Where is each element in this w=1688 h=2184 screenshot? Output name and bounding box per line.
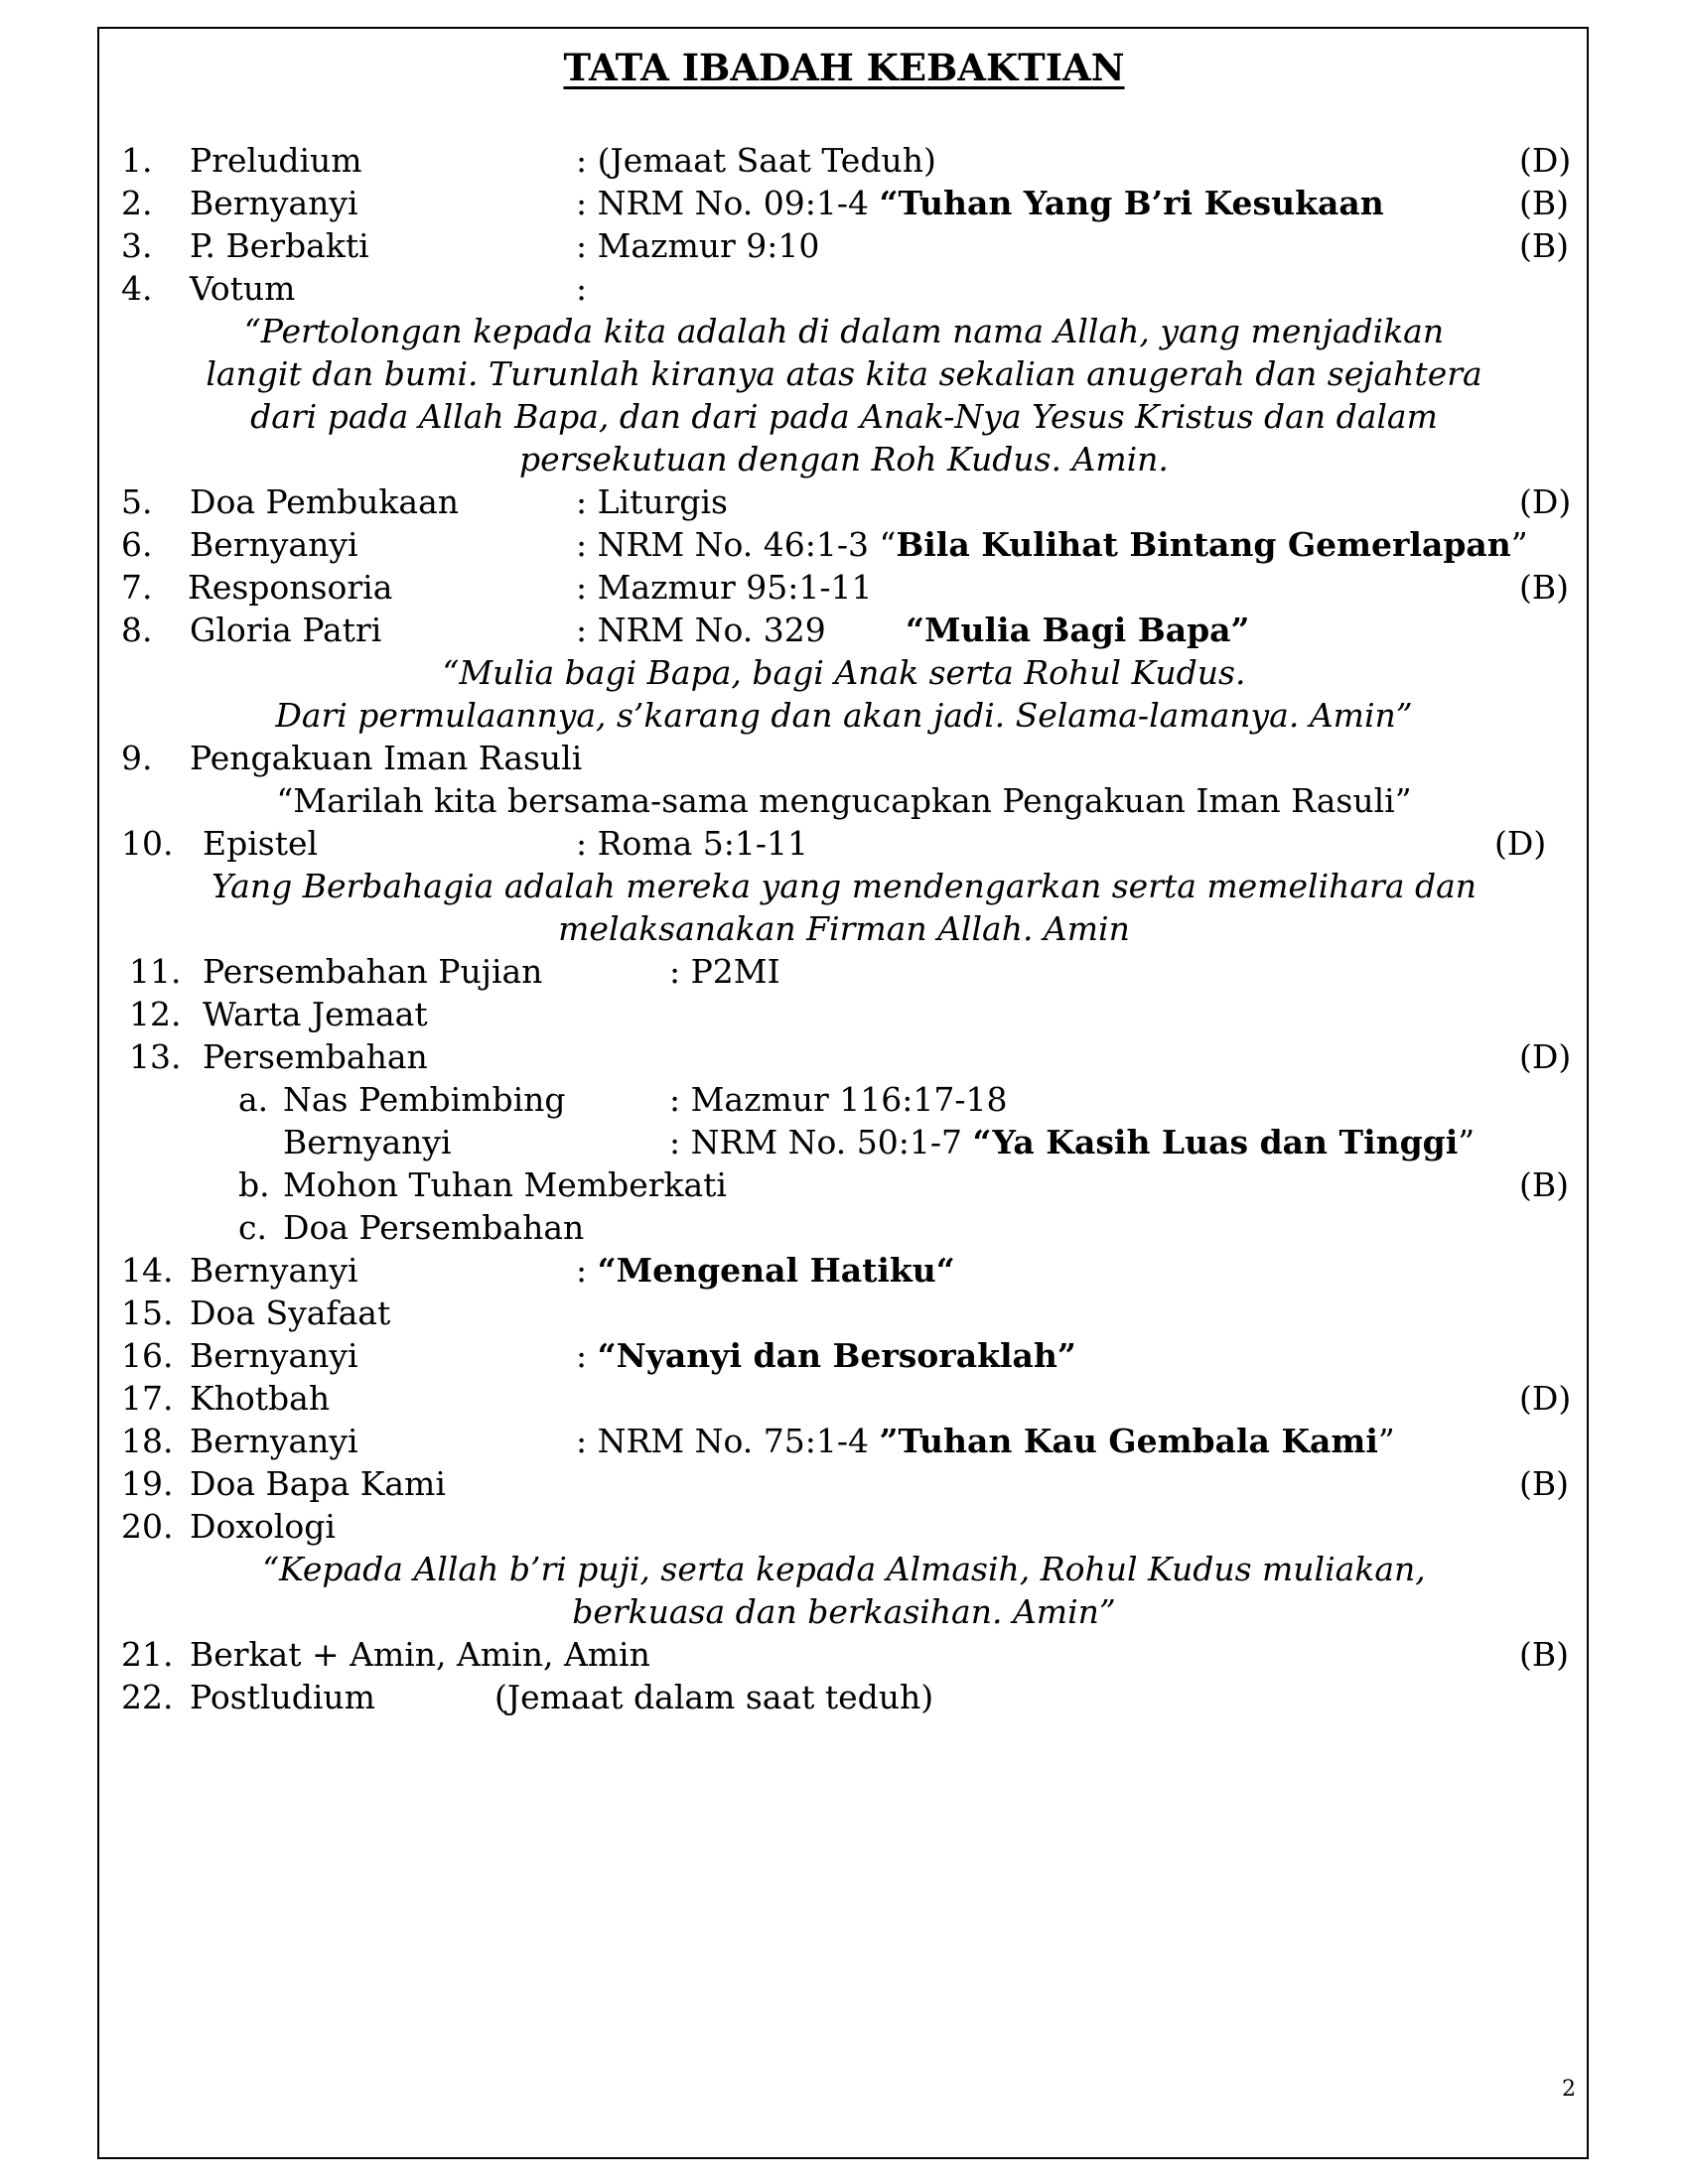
item-number: 8. <box>121 611 153 649</box>
item-label: Berkat + Amin, Amin, Amin <box>190 1635 650 1674</box>
list-item <box>0 1633 1688 1676</box>
item-label: Bernyanyi <box>283 1123 452 1161</box>
gloria-patri-text: Dari permulaannya, s’karang dan akan jadi. Selama-lamanya. Amin” <box>275 696 1413 735</box>
item-number: 17. <box>121 1379 174 1418</box>
item-value <box>576 224 819 267</box>
item-value <box>669 1121 1475 1163</box>
item-value-text: : Mazmur 95:1-11 <box>576 568 873 607</box>
item-label: Postludium <box>190 1678 375 1716</box>
item-value-text: : (Jemaat Saat Teduh) <box>576 141 936 180</box>
list-item <box>0 609 1688 651</box>
item-label: Bernyanyi <box>190 1251 358 1290</box>
list-item <box>0 1377 1688 1420</box>
item-value <box>576 139 936 182</box>
votum-text: persekutuan dengan Roh Kudus. Amin. <box>519 440 1169 478</box>
item-value <box>576 480 728 523</box>
list-item <box>0 182 1688 224</box>
item-value-text: : NRM No. 75:1-4 <box>576 1422 880 1460</box>
closing-quote: ” <box>1377 1422 1395 1460</box>
role-marker: (B) <box>1519 184 1569 222</box>
list-item <box>0 1035 1688 1078</box>
song-title: ”Tuhan Kau Gembala Kami <box>879 1422 1378 1460</box>
item-label: Bernyanyi <box>190 184 358 222</box>
closing-quote: ” <box>1510 525 1528 564</box>
item-number: 13. <box>129 1037 182 1076</box>
item-number: 15. <box>121 1294 174 1332</box>
list-item <box>0 523 1688 566</box>
item-number: 20. <box>121 1507 174 1546</box>
item-number: a. <box>238 1080 269 1119</box>
votum-text: dari pada Allah Bapa, dan dari pada Anak-Nya Yesus Kristus dan dalam <box>250 397 1438 436</box>
item-value-text: : P2MI <box>669 952 780 991</box>
item-label: Persembahan Pujian <box>203 952 543 991</box>
item-value-text: : Liturgis <box>576 482 728 521</box>
list-item <box>0 480 1688 523</box>
item-label: Persembahan <box>203 1037 428 1076</box>
item-number: 22. <box>121 1678 174 1716</box>
item-value-text: : NRM No. 46:1-3 “ <box>576 525 897 564</box>
epistel-text: Yang Berbahagia adalah mereka yang mendengarkan serta memelihara dan <box>211 867 1477 905</box>
role-marker: (B) <box>1519 1464 1569 1503</box>
votum-text: “Pertolongan kepada kita adalah di dalam nama Allah, yang menjadikan <box>243 312 1445 350</box>
list-item <box>0 566 1688 609</box>
item-label: Khotbah <box>190 1379 331 1418</box>
list-item <box>0 1676 1688 1718</box>
list-item <box>0 737 1688 779</box>
role-marker: (D) <box>1494 824 1547 863</box>
item-number: 21. <box>121 1635 174 1674</box>
item-value <box>576 1420 1395 1462</box>
item-label: Preludium <box>190 141 362 180</box>
item-value-text: : NRM No. 329 <box>576 611 826 649</box>
item-value-text: (Jemaat dalam saat teduh) <box>494 1678 934 1716</box>
item-value <box>576 1334 1076 1377</box>
item-number: 5. <box>121 482 153 521</box>
item-label: Nas Pembimbing <box>283 1080 566 1119</box>
list-item <box>0 822 1688 865</box>
votum-text: langit dan bumi. Turunlah kiranya atas kita sekalian anugerah dan sejahtera <box>206 354 1482 393</box>
item-number: 18. <box>121 1422 174 1460</box>
list-item <box>0 1078 1688 1121</box>
role-marker: (D) <box>1519 1037 1572 1076</box>
item-number: 19. <box>121 1464 174 1503</box>
song-title: “Mulia Bagi Bapa” <box>906 611 1250 649</box>
item-number: b. <box>238 1165 270 1204</box>
song-title: “Ya Kasih Luas dan Tinggi <box>972 1123 1459 1161</box>
item-value <box>576 609 1250 651</box>
item-label: Epistel <box>203 824 319 863</box>
item-value <box>576 182 1384 224</box>
item-value <box>669 1078 1008 1121</box>
list-item <box>0 1334 1688 1377</box>
list-item <box>0 1206 1688 1249</box>
role-marker: (B) <box>1519 1165 1569 1204</box>
role-marker: (B) <box>1519 1635 1569 1674</box>
doxology-text: “Kepada Allah b’ri puji, serta kepada Almasih, Rohul Kudus muliakan, <box>262 1550 1426 1588</box>
item-number: 4. <box>121 269 153 308</box>
list-item <box>0 1462 1688 1505</box>
item-label: Mohon Tuhan Memberkati <box>283 1165 727 1204</box>
list-item <box>0 224 1688 267</box>
list-item <box>0 993 1688 1035</box>
role-marker: (D) <box>1519 141 1572 180</box>
item-number: 11. <box>129 952 182 991</box>
item-number: 6. <box>121 525 153 564</box>
item-value <box>576 267 587 310</box>
item-number: 10. <box>121 824 174 863</box>
item-value-text: : Roma 5:1-11 <box>576 824 809 863</box>
item-value <box>494 1676 933 1718</box>
item-label: Doa Syafaat <box>190 1294 391 1332</box>
song-title: “Mengenal Hatiku“ <box>597 1251 955 1290</box>
item-label: Warta Jemaat <box>203 995 428 1033</box>
item-label: Doa Pembukaan <box>190 482 460 521</box>
item-number: 16. <box>121 1336 174 1375</box>
item-value-text: : <box>576 269 588 308</box>
item-number: 1. <box>121 141 153 180</box>
item-value-text: : Mazmur 116:17-18 <box>669 1080 1008 1119</box>
closing-quote: ” <box>1458 1123 1476 1161</box>
list-item <box>0 1121 1688 1163</box>
item-label: Doa Bapa Kami <box>190 1464 446 1503</box>
role-marker: (B) <box>1519 226 1569 265</box>
role-marker: (D) <box>1519 482 1572 521</box>
list-item <box>0 950 1688 993</box>
item-value-text: : <box>576 1251 598 1290</box>
item-label: Pengakuan Iman Rasuli <box>190 739 583 777</box>
doxology-text: berkuasa dan berkasihan. Amin” <box>572 1592 1116 1631</box>
item-label: Gloria Patri <box>190 611 382 649</box>
song-title: Bila Kulihat Bintang Gemerlapan <box>896 525 1511 564</box>
list-item <box>0 1163 1688 1206</box>
item-label: Bernyanyi <box>190 525 358 564</box>
epistel-text: melaksanakan Firman Allah. Amin <box>558 909 1130 948</box>
item-number: 2. <box>121 184 153 222</box>
item-value <box>576 1249 955 1292</box>
song-title: “Tuhan Yang B’ri Kesukaan <box>879 184 1384 222</box>
item-number: 12. <box>129 995 182 1033</box>
item-value <box>576 822 808 865</box>
item-number: 14. <box>121 1251 174 1290</box>
list-item <box>0 267 1688 310</box>
page-title: TATA IBADAH KEBAKTIAN <box>563 46 1125 89</box>
list-item <box>0 1505 1688 1548</box>
page-number: 2 <box>1562 2077 1576 2102</box>
item-value <box>576 566 873 609</box>
item-number: 9. <box>121 739 153 777</box>
item-label: Votum <box>190 269 296 308</box>
list-item <box>0 1249 1688 1292</box>
gloria-patri-text: “Mulia bagi Bapa, bagi Anak serta Rohul Kudus. <box>442 653 1246 692</box>
item-label: Responsoria <box>188 568 393 607</box>
role-marker: (B) <box>1519 568 1569 607</box>
item-number: 3. <box>121 226 153 265</box>
song-title: “Nyanyi dan Bersoraklah” <box>597 1336 1076 1375</box>
list-item <box>0 1420 1688 1462</box>
item-number: 7. <box>121 568 153 607</box>
item-value-text: : NRM No. 09:1-4 <box>576 184 880 222</box>
item-value-text: : Mazmur 9:10 <box>576 226 820 265</box>
item-label: P. Berbakti <box>190 226 369 265</box>
item-label: Doxologi <box>190 1507 336 1546</box>
item-label: Bernyanyi <box>190 1422 358 1460</box>
item-value <box>576 523 1528 566</box>
item-value-text: : NRM No. 50:1-7 <box>669 1123 973 1161</box>
creed-invitation-text: “Marilah kita bersama-sama mengucapkan Pengakuan Iman Rasuli” <box>276 781 1412 820</box>
list-item <box>0 1292 1688 1334</box>
list-item <box>0 139 1688 182</box>
role-marker: (D) <box>1519 1379 1572 1418</box>
item-value <box>669 950 780 993</box>
item-label: Bernyanyi <box>190 1336 358 1375</box>
item-number: c. <box>238 1208 267 1247</box>
item-label: Doa Persembahan <box>283 1208 585 1247</box>
item-value-text: : <box>576 1336 598 1375</box>
